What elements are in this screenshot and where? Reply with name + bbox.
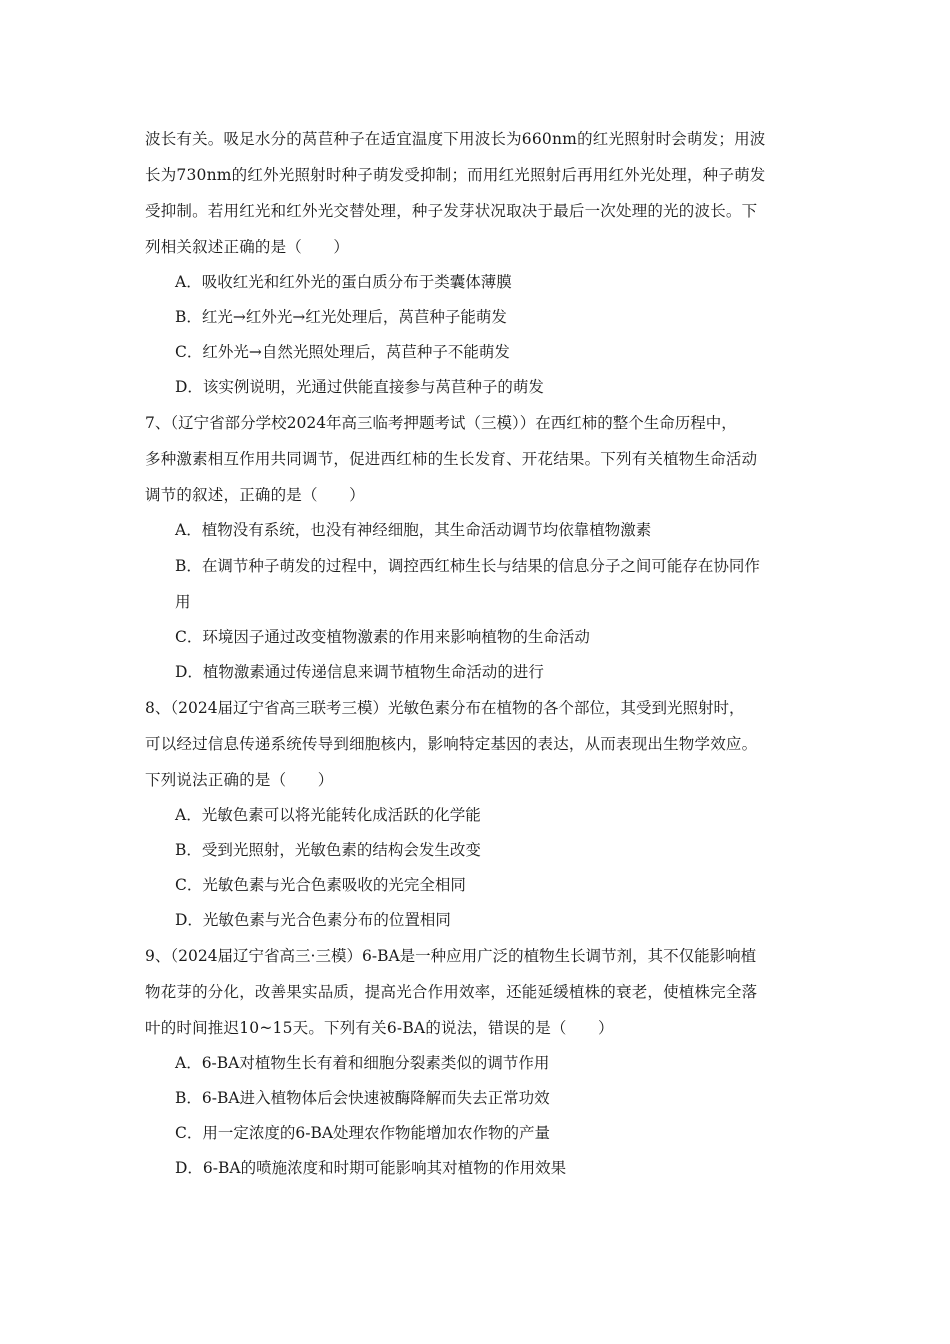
q9-stem-line-3: 叶的时间推迟10~15天。下列有关6-BA的说法，错误的是（ ） [145, 1019, 614, 1037]
q7-stem-line-1: 7、（辽宁省部分学校2024年高三临考押题考试（三模））在西红柿的整个生命历程中， [145, 414, 737, 432]
q7-option-a: A．植物没有系统，也没有神经细胞，其生命活动调节均依靠植物激素 [175, 521, 652, 539]
q9-option-c: C．用一定浓度的6-BA处理农作物能增加农作物的产量 [175, 1124, 551, 1142]
q9-stem-line-2: 物花芽的分化，改善果实品质，提高光合作用效率，还能延缓植株的衰老，使植株完全落 [145, 983, 758, 1001]
q9-option-b: B．6-BA进入植物体后会快速被酶降解而失去正常功效 [175, 1089, 550, 1107]
question-8 [145, 690, 813, 938]
question-7 [145, 405, 813, 690]
q7-stem-line-2: 多种激素相互作用共同调节，促进西红柿的生长发育、开花结果。下列有关植物生命活动 [145, 450, 758, 468]
q9-stem-line-1: 9、（2024届辽宁省高三·三模）6-BA是一种应用广泛的植物生长调节剂，其不仅能影响植 [145, 947, 757, 965]
q9-option-a: A．6-BA对植物生长有着和细胞分裂素类似的调节作用 [175, 1054, 550, 1072]
q6-stem-line-3: 受抑制。若用红光和红外光交替处理，种子发芽状况取决于最后一次处理的光的波长。下 [145, 202, 758, 220]
q6-stem-line-4: 列相关叙述正确的是（ ） [145, 238, 350, 256]
q6-stem-line-2: 长为730nm的红外光照射时种子萌发受抑制；而用红光照射后再用红外光处理，种子萌发 [145, 166, 766, 184]
question-9 [145, 938, 813, 1186]
question-6 [145, 121, 813, 405]
q7-option-b-line-2: 用 [175, 593, 191, 611]
q7-stem-line-3: 调节的叙述，正确的是（ ） [145, 486, 365, 504]
q6-option-b: B．红光→红外光→红光处理后，莴苣种子能萌发 [175, 308, 507, 326]
q8-stem-line-3: 下列说法正确的是（ ） [145, 771, 334, 789]
q8-stem-line-1: 8、（2024届辽宁省高三联考三模）光敏色素分布在植物的各个部位，其受到光照射时， [145, 699, 745, 717]
q6-stem-line-1: 波长有关。吸足水分的莴苣种子在适宜温度下用波长为660nm的红光照射时会萌发；用波 [145, 130, 766, 148]
q8-option-a: A．光敏色素可以将光能转化成活跃的化学能 [175, 806, 481, 824]
q8-option-d: D．光敏色素与光合色素分布的位置相同 [175, 911, 451, 929]
q6-option-c: C．红外光→自然光照处理后，莴苣种子不能萌发 [175, 343, 510, 361]
q8-stem-line-2: 可以经过信息传递系统传导到细胞核内，影响特定基因的表达，从而表现出生物学效应。 [145, 735, 758, 753]
q6-option-d: D．该实例说明，光通过供能直接参与莴苣种子的萌发 [175, 378, 544, 396]
page-content [145, 121, 813, 1186]
q7-option-b-line-1: B．在调节种子萌发的过程中，调控西红柿生长与结果的信息分子之间可能存在协同作 [175, 557, 760, 575]
q8-option-b: B．受到光照射，光敏色素的结构会发生改变 [175, 841, 481, 859]
q8-option-c: C．光敏色素与光合色素吸收的光完全相同 [175, 876, 466, 894]
q7-option-d: D．植物激素通过传递信息来调节植物生命活动的进行 [175, 663, 544, 681]
q6-option-a: A．吸收红光和红外光的蛋白质分布于类囊体薄膜 [175, 273, 512, 291]
q9-option-d: D．6-BA的喷施浓度和时期可能影响其对植物的作用效果 [175, 1159, 567, 1177]
q7-option-c: C．环境因子通过改变植物激素的作用来影响植物的生命活动 [175, 628, 590, 646]
